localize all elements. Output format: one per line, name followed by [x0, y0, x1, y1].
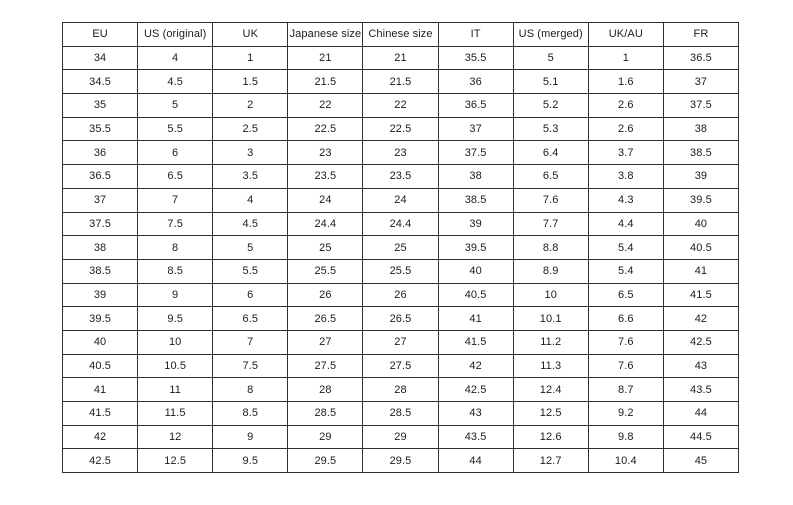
table-row	[63, 141, 739, 165]
table-cell: 4.3	[588, 188, 663, 212]
table-row	[63, 94, 739, 118]
table-cell: 39	[438, 212, 513, 236]
table-cell: 6.4	[513, 141, 588, 165]
table-cell: 38	[438, 165, 513, 189]
table-cell: 12.4	[513, 378, 588, 402]
table-cell: 5	[138, 94, 213, 118]
table-cell: 8.5	[138, 259, 213, 283]
table-cell: 2.6	[588, 94, 663, 118]
table-cell: 7.5	[213, 354, 288, 378]
table-cell: 1	[588, 46, 663, 70]
table-cell: 4	[138, 46, 213, 70]
table-cell: 21.5	[363, 70, 438, 94]
table-cell: 5.4	[588, 236, 663, 260]
table-cell: 38	[63, 236, 138, 260]
table-cell: 39.5	[63, 307, 138, 331]
table-cell: 6	[138, 141, 213, 165]
table-cell: 40	[663, 212, 738, 236]
column-header: EU	[63, 23, 138, 47]
table-row	[63, 212, 739, 236]
table-cell: 26.5	[288, 307, 363, 331]
header-row	[63, 23, 739, 47]
table-cell: 22	[363, 94, 438, 118]
table-cell: 6.6	[588, 307, 663, 331]
table-row	[63, 117, 739, 141]
table-cell: 8	[138, 236, 213, 260]
table-cell: 10	[513, 283, 588, 307]
table-cell: 44.5	[663, 425, 738, 449]
table-row	[63, 378, 739, 402]
table-cell: 24	[288, 188, 363, 212]
table-cell: 8.7	[588, 378, 663, 402]
table-cell: 5.5	[138, 117, 213, 141]
table-cell: 34	[63, 46, 138, 70]
column-header: Chinese size	[363, 23, 438, 47]
table-row	[63, 402, 739, 426]
table-cell: 22	[288, 94, 363, 118]
table-cell: 40.5	[438, 283, 513, 307]
table-cell: 12.7	[513, 449, 588, 473]
table-cell: 11.5	[138, 402, 213, 426]
table-cell: 26	[288, 283, 363, 307]
table-cell: 35.5	[438, 46, 513, 70]
table-cell: 7.6	[588, 330, 663, 354]
table-cell: 28.5	[288, 402, 363, 426]
table-row	[63, 165, 739, 189]
table-cell: 12.5	[138, 449, 213, 473]
table-row	[63, 188, 739, 212]
table-cell: 42	[663, 307, 738, 331]
table-cell: 39	[663, 165, 738, 189]
table-cell: 43	[438, 402, 513, 426]
table-cell: 29.5	[288, 449, 363, 473]
table-cell: 42.5	[63, 449, 138, 473]
table-cell: 34.5	[63, 70, 138, 94]
table-cell: 26	[363, 283, 438, 307]
table-cell: 27	[363, 330, 438, 354]
table-cell: 35	[63, 94, 138, 118]
table-cell: 36	[438, 70, 513, 94]
table-cell: 41	[663, 259, 738, 283]
table-cell: 7.5	[138, 212, 213, 236]
table-body	[63, 46, 739, 472]
table-cell: 28	[288, 378, 363, 402]
table-cell: 37.5	[663, 94, 738, 118]
table-cell: 35.5	[63, 117, 138, 141]
table-cell: 42	[63, 425, 138, 449]
table-cell: 8.8	[513, 236, 588, 260]
column-header: US (merged)	[513, 23, 588, 47]
table-row	[63, 425, 739, 449]
table-row	[63, 46, 739, 70]
table-cell: 41	[438, 307, 513, 331]
table-cell: 1.5	[213, 70, 288, 94]
table-cell: 44	[663, 402, 738, 426]
table-cell: 25.5	[288, 259, 363, 283]
table-cell: 7.6	[513, 188, 588, 212]
table-cell: 7.6	[588, 354, 663, 378]
table-cell: 3	[213, 141, 288, 165]
table-cell: 23.5	[363, 165, 438, 189]
table-cell: 11.3	[513, 354, 588, 378]
table-cell: 36.5	[663, 46, 738, 70]
table-cell: 7.7	[513, 212, 588, 236]
table-cell: 42.5	[663, 330, 738, 354]
table-cell: 25	[288, 236, 363, 260]
table-cell: 36	[63, 141, 138, 165]
table-row	[63, 449, 739, 473]
table-cell: 22.5	[363, 117, 438, 141]
table-cell: 6.5	[138, 165, 213, 189]
table-cell: 40.5	[663, 236, 738, 260]
table-cell: 4	[213, 188, 288, 212]
table-cell: 25	[363, 236, 438, 260]
column-header: Japanese size	[288, 23, 363, 47]
table-cell: 9	[213, 425, 288, 449]
table-cell: 6	[213, 283, 288, 307]
table-cell: 44	[438, 449, 513, 473]
table-cell: 41.5	[63, 402, 138, 426]
table-cell: 36.5	[438, 94, 513, 118]
table-cell: 29	[363, 425, 438, 449]
table-cell: 23	[363, 141, 438, 165]
table-row	[63, 259, 739, 283]
table-cell: 9.5	[213, 449, 288, 473]
table-cell: 27.5	[288, 354, 363, 378]
table-cell: 25.5	[363, 259, 438, 283]
table-header	[63, 23, 739, 47]
table-cell: 43.5	[663, 378, 738, 402]
table-cell: 7	[213, 330, 288, 354]
table-cell: 2.5	[213, 117, 288, 141]
table-cell: 8	[213, 378, 288, 402]
table-cell: 40.5	[63, 354, 138, 378]
table-cell: 24.4	[288, 212, 363, 236]
table-cell: 38	[663, 117, 738, 141]
table-cell: 23	[288, 141, 363, 165]
table-cell: 4.5	[138, 70, 213, 94]
table-cell: 39.5	[438, 236, 513, 260]
table-cell: 40	[438, 259, 513, 283]
table-cell: 3.5	[213, 165, 288, 189]
table-cell: 37	[63, 188, 138, 212]
table-cell: 22.5	[288, 117, 363, 141]
table-cell: 41.5	[663, 283, 738, 307]
table-cell: 10	[138, 330, 213, 354]
table-cell: 9.2	[588, 402, 663, 426]
table-cell: 45	[663, 449, 738, 473]
table-cell: 39.5	[663, 188, 738, 212]
table-cell: 42	[438, 354, 513, 378]
column-header: FR	[663, 23, 738, 47]
table-cell: 5	[213, 236, 288, 260]
column-header: UK	[213, 23, 288, 47]
table-cell: 21	[363, 46, 438, 70]
table-cell: 38.5	[663, 141, 738, 165]
table-cell: 37.5	[63, 212, 138, 236]
table-row	[63, 330, 739, 354]
table-cell: 5	[513, 46, 588, 70]
table-cell: 36.5	[63, 165, 138, 189]
table-cell: 43	[663, 354, 738, 378]
table-cell: 41	[63, 378, 138, 402]
table-cell: 39	[63, 283, 138, 307]
table-cell: 10.5	[138, 354, 213, 378]
table-cell: 12.6	[513, 425, 588, 449]
table-cell: 8.5	[213, 402, 288, 426]
table-cell: 4.5	[213, 212, 288, 236]
table-cell: 21	[288, 46, 363, 70]
table-cell: 28	[363, 378, 438, 402]
table-cell: 28.5	[363, 402, 438, 426]
table-cell: 11.2	[513, 330, 588, 354]
table-cell: 37	[663, 70, 738, 94]
table-cell: 37.5	[438, 141, 513, 165]
table-cell: 37	[438, 117, 513, 141]
column-header: UK/AU	[588, 23, 663, 47]
table-cell: 3.8	[588, 165, 663, 189]
table-cell: 5.3	[513, 117, 588, 141]
table-cell: 29	[288, 425, 363, 449]
table-row	[63, 236, 739, 260]
table-cell: 38.5	[438, 188, 513, 212]
table-row	[63, 70, 739, 94]
table-cell: 40	[63, 330, 138, 354]
table-cell: 10.4	[588, 449, 663, 473]
table-cell: 6.5	[213, 307, 288, 331]
table-cell: 6.5	[588, 283, 663, 307]
table-row	[63, 354, 739, 378]
table-cell: 10.1	[513, 307, 588, 331]
table-cell: 3.7	[588, 141, 663, 165]
table-cell: 9.5	[138, 307, 213, 331]
table-cell: 27.5	[363, 354, 438, 378]
table-cell: 41.5	[438, 330, 513, 354]
table-cell: 9	[138, 283, 213, 307]
table-cell: 1	[213, 46, 288, 70]
table-cell: 5.5	[213, 259, 288, 283]
column-header: IT	[438, 23, 513, 47]
table-cell: 27	[288, 330, 363, 354]
table-cell: 26.5	[363, 307, 438, 331]
table-cell: 43.5	[438, 425, 513, 449]
table-row	[63, 283, 739, 307]
table-cell: 6.5	[513, 165, 588, 189]
table-cell: 21.5	[288, 70, 363, 94]
table-cell: 4.4	[588, 212, 663, 236]
table-cell: 2	[213, 94, 288, 118]
table-cell: 9.8	[588, 425, 663, 449]
table-row	[63, 307, 739, 331]
column-header: US (original)	[138, 23, 213, 47]
table-cell: 12.5	[513, 402, 588, 426]
table-cell: 23.5	[288, 165, 363, 189]
table-cell: 8.9	[513, 259, 588, 283]
table-cell: 7	[138, 188, 213, 212]
table-cell: 2.6	[588, 117, 663, 141]
table-cell: 24.4	[363, 212, 438, 236]
table-cell: 38.5	[63, 259, 138, 283]
table-cell: 5.4	[588, 259, 663, 283]
table-cell: 29.5	[363, 449, 438, 473]
table-cell: 24	[363, 188, 438, 212]
shoe-size-conversion-table	[62, 22, 739, 473]
table-cell: 12	[138, 425, 213, 449]
table-cell: 1.6	[588, 70, 663, 94]
table-cell: 42.5	[438, 378, 513, 402]
table-cell: 11	[138, 378, 213, 402]
table-cell: 5.2	[513, 94, 588, 118]
table-cell: 5.1	[513, 70, 588, 94]
